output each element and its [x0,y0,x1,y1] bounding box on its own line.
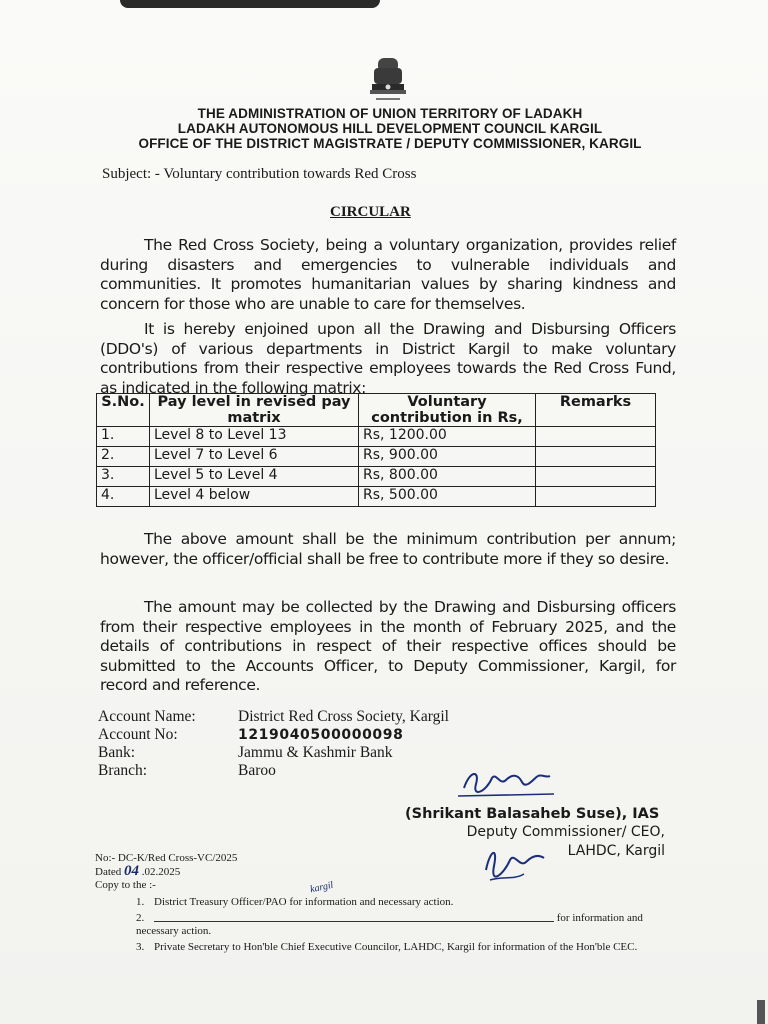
subject-line: Subject: - Voluntary contribution towards Red Cross [102,166,417,182]
cell-sno: 2. [97,447,150,467]
cell-pay-level: Level 7 to Level 6 [150,447,359,467]
cell-contribution: Rs, 500.00 [359,487,536,507]
cell-sno: 1. [97,427,150,447]
table-row [97,467,656,487]
cell-remarks [536,447,656,467]
table-header-row [97,394,656,427]
reference-number: No:- DC-K/Red Cross-VC/2025 [95,852,238,864]
cell-contribution: Rs, 800.00 [359,467,536,487]
handwritten-day: 04 [124,863,140,879]
reference-date: Dated 04 .02.2025 [95,863,181,879]
account-name-value: District Red Cross Society, Kargil [238,708,449,725]
header-line-1: THE ADMINISTRATION OF UNION TERRITORY OF LADAKH [197,106,583,121]
designation-line-1: Deputy Commissioner/ CEO, [466,824,665,840]
cell-sno: 4. [97,487,150,507]
signature-icon [456,766,556,800]
national-emblem-icon [364,56,412,108]
list-item: 3. Private Secretary to Hon'ble Chief Executive Councilor, LAHDC, Kargil for information of the Hon'ble CEC. [136,941,638,953]
bank-value: Jammu & Kashmir Bank [238,744,393,761]
designation-line-2: LAHDC, Kargil [567,843,665,859]
reference-block [95,852,237,892]
account-name-label: Account Name: [98,708,196,725]
paragraph-1: The Red Cross Society, being a voluntary organization, provides relief during disasters and emergencies to vulnerable individuals and communities. It promotes humanitarian values by sharing kindness and concern for those who are unable to care for themselves. [100,236,676,313]
list-item-continuation: necessary action. [136,925,212,937]
account-details [98,708,449,780]
col-header-sno: S.No. [97,394,150,427]
col-header-contribution: Voluntary contribution in Rs, [359,394,536,427]
cell-contribution: Rs, 900.00 [359,447,536,467]
signatory-name: (Shrikant Balasaheb Suse), IAS [405,806,660,822]
cell-remarks [536,427,656,447]
cell-remarks [536,467,656,487]
initial-signature-icon [480,840,550,884]
list-item: 2. for information and [136,912,643,924]
table-row [97,487,656,507]
cell-remarks [536,487,656,507]
cell-pay-level: Level 5 to Level 4 [150,467,359,487]
bank-label: Bank: [98,744,136,761]
table-row [97,427,656,447]
blank-line [154,912,554,922]
table-row [97,447,656,467]
col-header-remarks: Remarks [536,394,656,427]
paragraph-3: The above amount shall be the minimum contribution per annum; however, the officer/official shall be free to contribute more if they so desire. [100,530,676,568]
paragraph-2: It is hereby enjoined upon all the Drawing and Disbursing Officers (DDO's) of various departments in District Kargil to make voluntary contributions from their respective employees towards the Red Cross Fund, as indicated in the following matrix: [100,320,676,397]
scan-edge [757,1000,765,1024]
cell-pay-level: Level 4 below [150,487,359,507]
cell-pay-level: Level 8 to Level 13 [150,427,359,447]
account-no-label: Account No: [98,726,178,743]
cell-sno: 3. [97,467,150,487]
branch-value: Baroo [238,762,276,779]
branch-label: Branch: [98,762,148,779]
paragraph-4: The amount may be collected by the Drawing and Disbursing officers from their respective employees in the month of February 2025, and the details of contributions in respect of their respective offices should be submitted to the Accounts Officer, to Deputy Commissioner, Kargil, for record and reference. [100,598,676,694]
circular-title: CIRCULAR [330,204,411,220]
copy-to-label: Copy to the :- [95,879,156,891]
header-line-2: LADAKH AUTONOMOUS HILL DEVELOPMENT COUNCIL KARGIL [177,121,603,136]
header-line-3: OFFICE OF THE DISTRICT MAGISTRATE / DEPUTY COMMISSIONER, KARGIL [138,136,642,151]
list-item: 1. District Treasury Officer/PAO for information and necessary action. [136,896,454,908]
contribution-matrix-table [96,393,656,507]
col-header-pay-level: Pay level in revised pay matrix [150,394,359,427]
scan-artifact [120,0,380,8]
copy-list [136,896,666,954]
account-no-value: 1219040500000098 [238,727,404,743]
cell-contribution: Rs, 1200.00 [359,427,536,447]
handwritten-note: kargil [309,879,335,896]
